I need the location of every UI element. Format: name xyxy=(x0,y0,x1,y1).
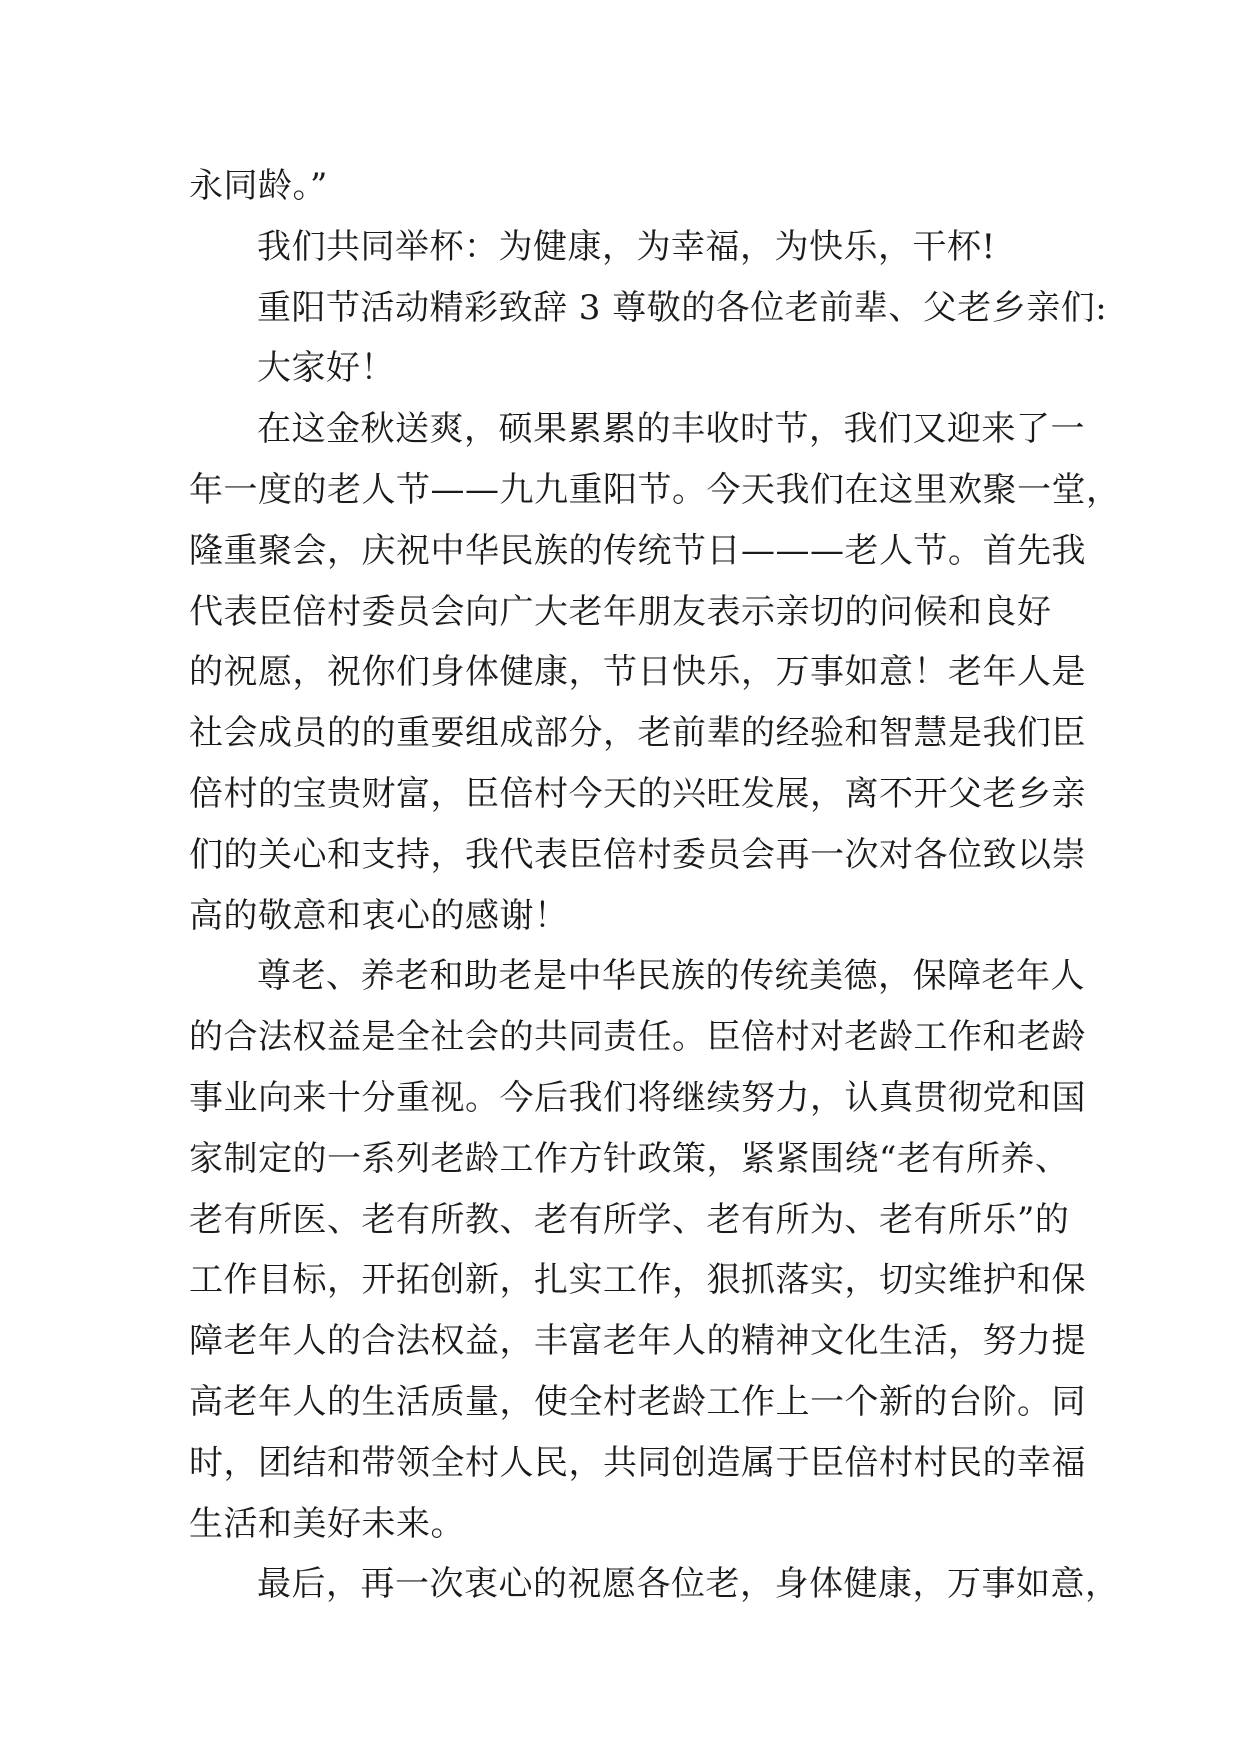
text-line: 障老年人的合法权益，丰富老年人的精神文化生活，努力提 xyxy=(189,1321,1086,1362)
text-line: 高的敬意和衷心的感谢！ xyxy=(189,895,569,936)
text-line: 生活和美好未来。 xyxy=(189,1503,465,1544)
text-line: 永同龄。” xyxy=(189,166,328,206)
text-line: 时，团结和带领全村人民，共同创造属于臣倍村村民的幸福 xyxy=(189,1442,1086,1483)
text-line: 代表臣倍村委员会向广大老年朋友表示亲切的问候和良好 xyxy=(189,591,1052,632)
text-line: 家制定的一系列老龄工作方针政策，紧紧围绕“老有所养、 xyxy=(189,1138,1070,1179)
text-line: 的祝愿，祝你们身体健康，节日快乐，万事如意！老年人是 xyxy=(189,652,1086,693)
text-line: 工作目标，开拓创新，扎实工作，狠抓落实，切实维护和保 xyxy=(189,1260,1086,1301)
text-line: 大家好！ xyxy=(257,348,395,389)
text-line: 重阳节活动精彩致辞 3 尊敬的各位老前辈、父老乡亲们: xyxy=(257,287,1108,328)
text-line: 们的关心和支持，我代表臣倍村委员会再一次对各位致以崇 xyxy=(189,834,1086,875)
text-line: 在这金秋送爽，硕果累累的丰收时节，我们又迎来了一 xyxy=(257,409,1085,450)
text-line: 老有所医、老有所教、老有所学、老有所为、老有所乐”的 xyxy=(189,1199,1070,1240)
text-line: 最后，再一次衷心的祝愿各位老，身体健康，万事如意， xyxy=(257,1564,1120,1605)
document-body xyxy=(189,156,1121,1615)
text-line: 倍村的宝贵财富，臣倍村今天的兴旺发展，离不开父老乡亲 xyxy=(189,773,1086,814)
text-line: 社会成员的的重要组成部分，老前辈的经验和智慧是我们臣 xyxy=(189,713,1086,754)
text-line: 尊老、养老和助老是中华民族的传统美德，保障老年人 xyxy=(257,956,1085,997)
text-line: 我们共同举杯：为健康，为幸福，为快乐，干杯! xyxy=(257,226,996,267)
text-line: 隆重聚会，庆祝中华民族的传统节日———老人节。首先我 xyxy=(189,530,1086,571)
text-line: 年一度的老人节——九九重阳节。今天我们在这里欢聚一堂， xyxy=(189,469,1121,510)
text-line: 高老年人的生活质量，使全村老龄工作上一个新的台阶。同 xyxy=(189,1381,1086,1422)
text-line: 的合法权益是全社会的共同责任。臣倍村对老龄工作和老龄 xyxy=(189,1017,1086,1058)
text-line: 事业向来十分重视。今后我们将继续努力，认真贯彻党和国 xyxy=(189,1077,1086,1118)
